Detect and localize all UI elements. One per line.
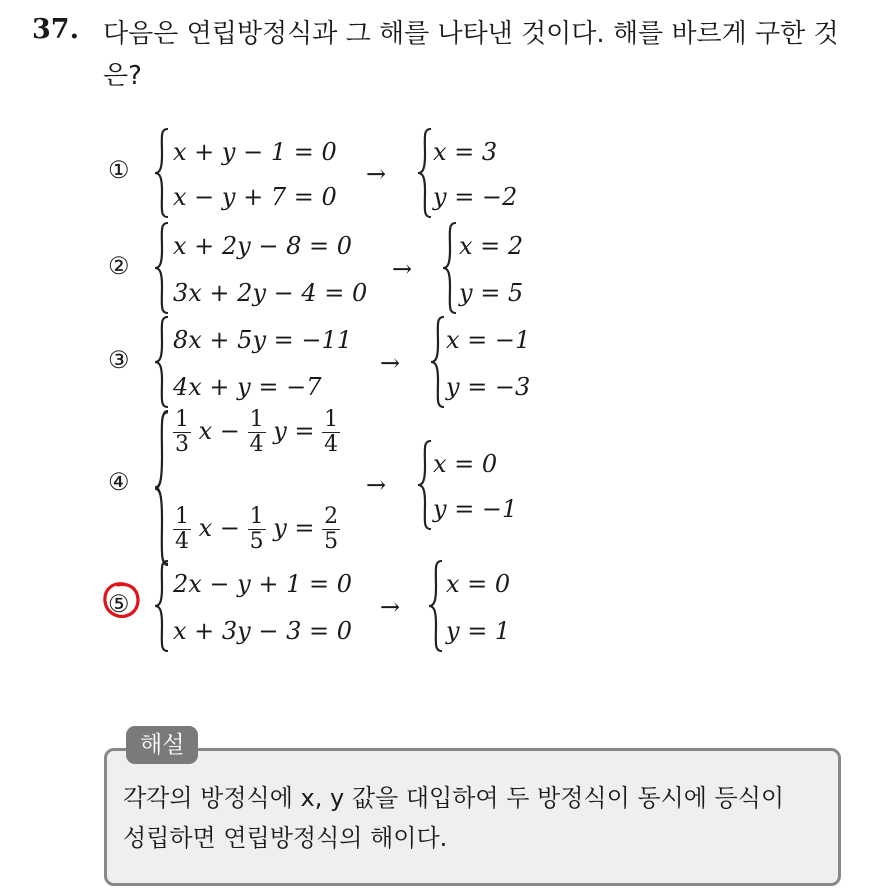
option-1-eq1: x + y − 1 = 0 (173, 138, 337, 166)
option-3-mark[interactable]: ③ (108, 346, 130, 374)
option-1-sol1: x = 3 (433, 138, 498, 166)
option-3-brace (154, 316, 174, 408)
option-5-eq1: 2x − y + 1 = 0 (173, 570, 353, 598)
brace-icon (154, 222, 170, 314)
brace-icon (430, 316, 446, 408)
option-5-sol2: y = 1 (446, 617, 511, 645)
fraction: $\frac{1}{4}$ (249, 407, 264, 457)
option-5-eq2: x + 3y − 3 = 0 (173, 617, 353, 645)
option-1-brace (154, 128, 174, 218)
option-1-eq2: x − y + 7 = 0 (173, 183, 337, 211)
fraction: $\frac{1}{5}$ (249, 504, 264, 554)
brace-icon (417, 128, 433, 218)
option-4-eq1: $\frac{1}{3}$ x − $\frac{1}{4}$ y = $\frac{1}{4}$ (175, 407, 339, 457)
option-2-brace (154, 222, 174, 314)
option-5-sol1: x = 0 (446, 570, 511, 598)
brace-icon (154, 560, 170, 652)
brace-icon (154, 410, 170, 566)
explanation-text (123, 778, 833, 858)
option-3-eq2: 4x + y = −7 (173, 373, 322, 401)
option-4-sol2: y = −1 (433, 495, 518, 523)
option-1-mark[interactable]: ① (108, 156, 130, 184)
explanation-tag: 해설 (126, 726, 198, 764)
option-5-arrow: → (380, 593, 401, 621)
option-3-sol1: x = −1 (446, 326, 531, 354)
option-4-eq2: $\frac{1}{4}$ x − $\frac{1}{5}$ y = $\frac{2}{5}$ (175, 504, 339, 554)
option-2-arrow: → (392, 255, 413, 283)
brace-icon (428, 560, 444, 652)
question-number: 37. (32, 14, 79, 45)
option-5-mark[interactable]: ⑤ (108, 590, 130, 618)
fraction: $\frac{1}{4}$ (324, 407, 339, 457)
option-2-sol1: x = 2 (459, 232, 524, 260)
option-3-eq1: 8x + 5y = −11 (173, 326, 353, 354)
option-5-sol-brace (428, 560, 448, 652)
brace-icon (154, 128, 170, 218)
fraction: $\frac{1}{3}$ (175, 407, 189, 457)
option-4-brace (154, 410, 174, 566)
brace-icon (154, 316, 170, 408)
fraction: $\frac{1}{4}$ (175, 504, 189, 554)
option-2-sol2: y = 5 (459, 279, 524, 307)
option-1-arrow: → (366, 160, 387, 188)
fraction: $\frac{2}{5}$ (324, 504, 339, 554)
option-2-eq2: 3x + 2y − 4 = 0 (173, 279, 368, 307)
option-4-mark[interactable]: ④ (108, 468, 130, 496)
question-text: 다음은 연립방정식과 그 해를 나타낸 것이다. 해를 바르게 구한 것은? (103, 19, 839, 91)
brace-icon (442, 222, 458, 314)
option-3-sol2: y = −3 (446, 373, 531, 401)
brace-icon (417, 440, 433, 530)
option-5-brace (154, 560, 174, 652)
option-1-sol2: y = −2 (433, 183, 518, 211)
option-4-arrow: → (366, 471, 387, 499)
explanation-line-2: 성립하면 연립방정식의 해이다. (123, 824, 448, 852)
option-4-sol1: x = 0 (433, 450, 498, 478)
explanation-line-1: 각각의 방정식에 x, y 값을 대입하여 두 방정식이 동시에 등식이 (123, 784, 785, 812)
option-3-arrow: → (380, 349, 401, 377)
option-2-mark[interactable]: ② (108, 252, 130, 280)
option-2-eq1: x + 2y − 8 = 0 (173, 232, 353, 260)
